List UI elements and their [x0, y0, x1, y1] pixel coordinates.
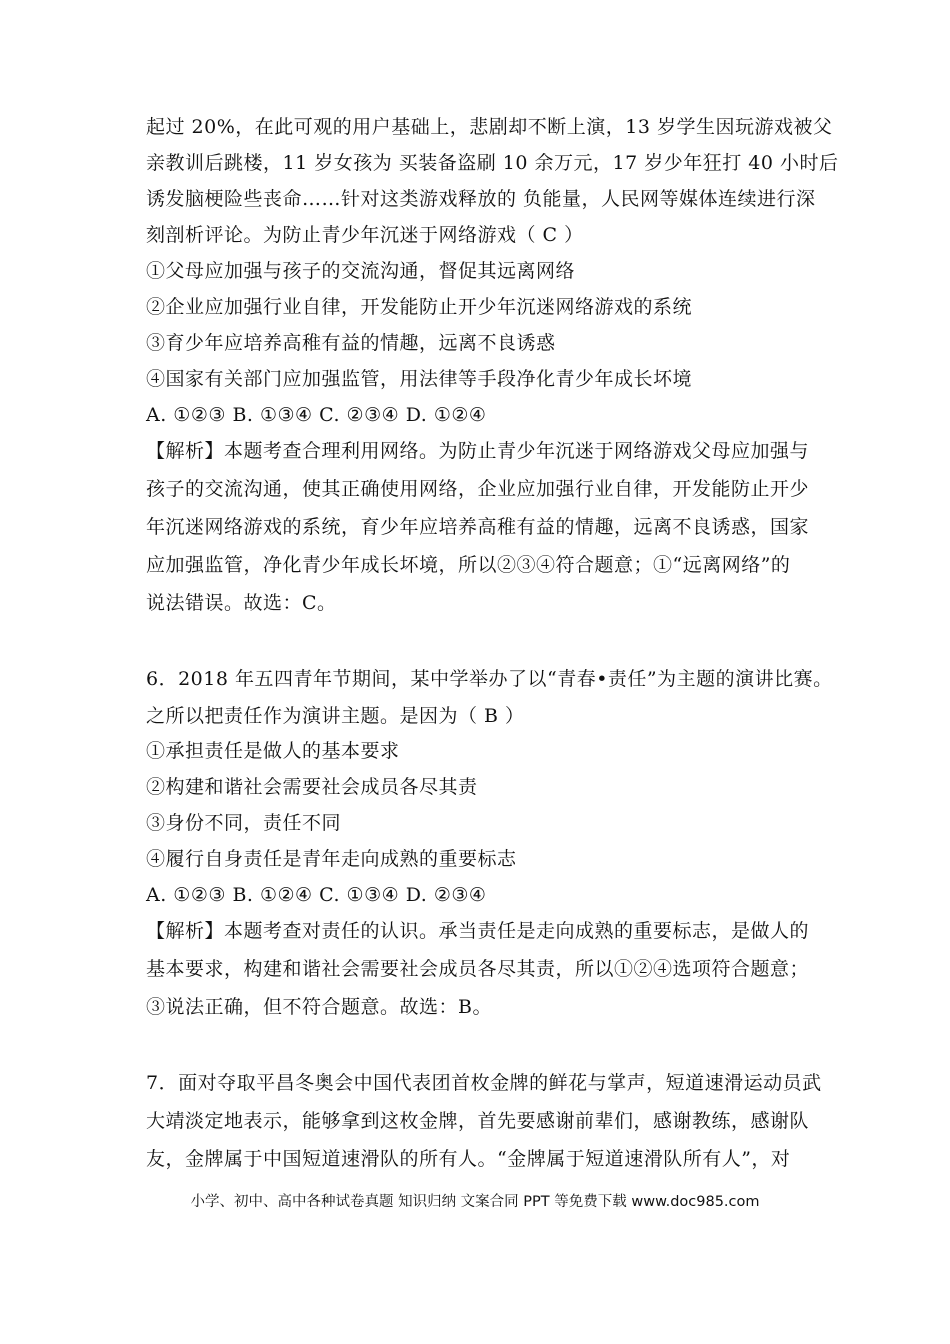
- q6-analysis-line: 基本要求，构建和谐社会需要社会成员各尽其责，所以①②④选项符合题意；: [146, 958, 810, 980]
- q5-analysis-line: 孩子的交流沟通，使其正确使用网络，企业应加强行业自律，开发能防止开少: [146, 478, 810, 500]
- q5-option-4: ④国家有关部门应加强监管，用法律等手段净化青少年成长坏境: [146, 368, 693, 390]
- q6-option-3: ③身份不同，责任不同: [146, 812, 342, 834]
- q6-option-4: ④履行自身责任是青年走向成熟的重要标志: [146, 848, 517, 870]
- q7-stem-line: 大靖淡定地表示，能够拿到这枚金牌，首先要感谢前辈们，感谢教练，感谢队: [146, 1110, 810, 1132]
- q5-option-2: ②企业应加强行业自律，开发能防止开少年沉迷网络游戏的系统: [146, 296, 693, 318]
- q7-stem-line: 友，金牌属于中国短道速滑队的所有人。“金牌属于短道速滑队所有人”，对: [146, 1148, 791, 1170]
- q5-analysis-line: 【解析】本题考查合理利用网络。为防止青少年沉迷于网络游戏父母应加强与: [146, 440, 810, 462]
- q6-option-2: ②构建和谐社会需要社会成员各尽其责: [146, 776, 478, 798]
- q5-stem-line: 亲教训后跳楼，11 岁女孩为 买装备盗刷 10 余万元，17 岁少年狂打 40 小时后: [146, 152, 839, 174]
- q6-stem-line: 之所以把责任作为演讲主题。是因为（ B ）: [146, 705, 525, 727]
- q6-choices: A. ①②③ B. ①②④ C. ①③④ D. ②③④: [146, 884, 487, 906]
- q5-analysis-line: 应加强监管，净化青少年成长坏境，所以②③④符合题意；①“远离网络”的: [146, 554, 791, 576]
- q5-option-3: ③育少年应培养高稚有益的情趣，远离不良诱惑: [146, 332, 556, 354]
- q5-stem-line: 起过 20%，在此可观的用户基础上，悲剧却不断上演，13 岁学生因玩游戏被父: [146, 116, 833, 138]
- q6-analysis-line: ③说法正确，但不符合题意。故选：B。: [146, 996, 492, 1018]
- q5-choices: A. ①②③ B. ①③④ C. ②③④ D. ①②④: [146, 404, 487, 426]
- q5-analysis-line: 年沉迷网络游戏的系统，育少年应培养高稚有益的情趣，远离不良诱惑，国家: [146, 516, 810, 538]
- page-footer: 小学、初中、高中各种试卷真题 知识归纳 文案合同 PPT 等免费下载 www.doc985.com: [190, 1194, 760, 1210]
- q6-analysis-line: 【解析】本题考查对责任的认识。承当责任是走向成熟的重要标志，是做人的: [146, 920, 810, 942]
- q5-stem-line: 刻剖析评论。为防止青少年沉迷于网络游戏（ C ）: [146, 224, 584, 246]
- q5-stem-line: 诱发脑梗险些丧命……针对这类游戏释放的 负能量，人民网等媒体连续进行深: [146, 188, 816, 210]
- q6-stem-line: 6．2018 年五四青年节期间，某中学举办了以“青春•责任”为主题的演讲比赛。: [146, 668, 833, 690]
- q5-option-1: ①父母应加强与孩子的交流沟通，督促其远离网络: [146, 260, 576, 282]
- q6-option-1: ①承担责任是做人的基本要求: [146, 740, 400, 762]
- q5-analysis-line: 说法错误。故选：C。: [146, 592, 337, 614]
- q7-stem-line: 7．面对夺取平昌冬奥会中国代表团首枚金牌的鲜花与掌声，短道速滑运动员武: [146, 1072, 822, 1094]
